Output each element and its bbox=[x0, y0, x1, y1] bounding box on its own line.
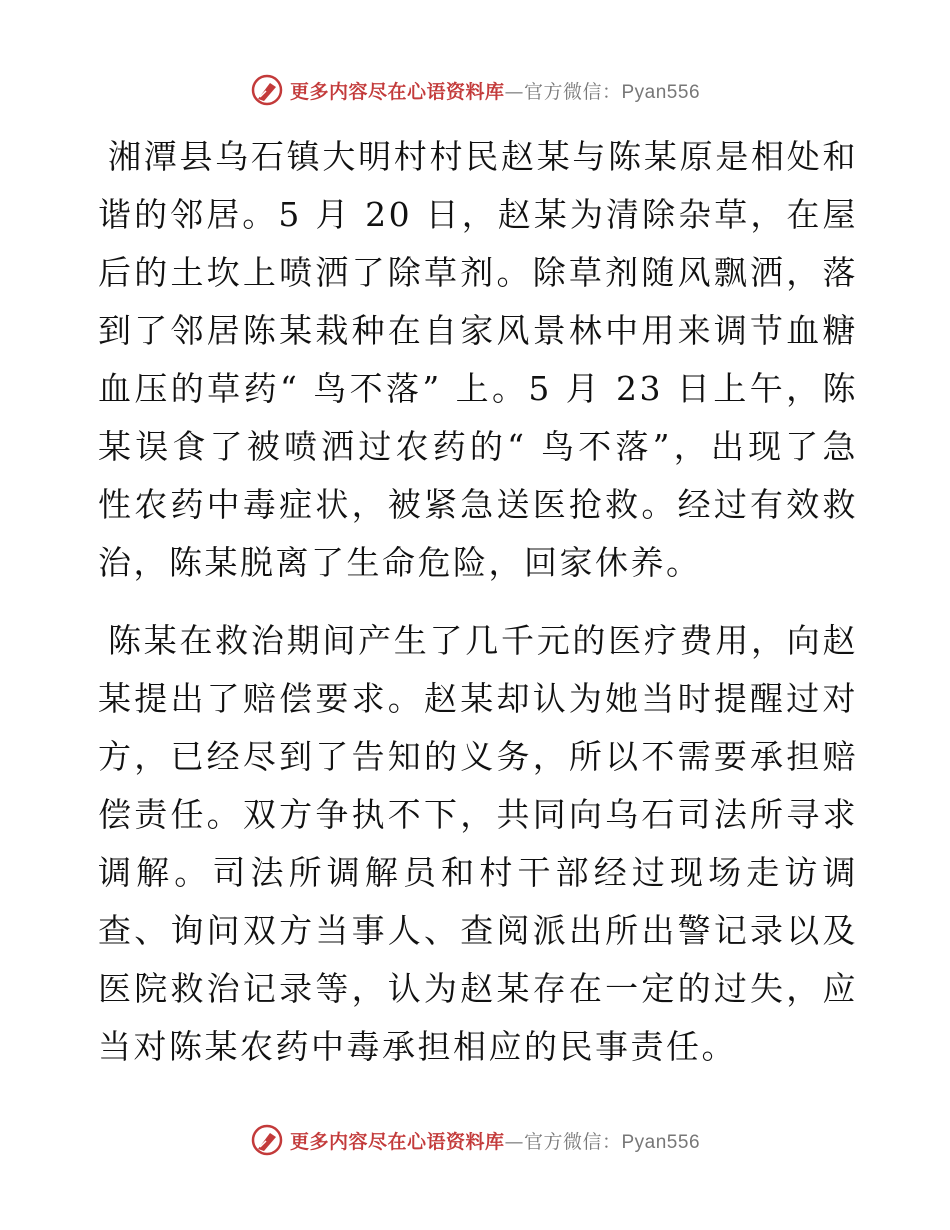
pen-nib-logo-icon bbox=[250, 1123, 284, 1157]
document-body bbox=[98, 128, 858, 1076]
banner-separator: — bbox=[504, 80, 524, 103]
paragraph-2: 陈某在救治期间产生了几千元的医疗费用，向赵某提出了赔偿要求。赵某却认为她当时提醒过对方，已经尽到了告知的义务，所以不需要承担赔偿责任。双方争执不下，共同向乌石司法所寻求调解。司法所调解员和村干部经过现场走访调查、询问双方当事人、查阅派出所出警记录以及医院救治记录等，认为赵某存在一定的过失，应当对陈某农药中毒承担相应的民事责任。 bbox=[98, 621, 858, 1066]
wechat-id: Pyan556 bbox=[621, 81, 701, 103]
wechat-id: Pyan556 bbox=[621, 1131, 701, 1153]
paragraph-1: 湘潭县乌石镇大明村村民赵某与陈某原是相处和谐的邻居。5 月 20 日，赵某为清除杂草，在屋后的土坎上喷洒了除草剂。除草剂随风飘洒，落到了邻居陈某栽种在自家风景林中用来调节血糖血压的草药“ 鸟不落” 上。5 月 23 日上午，陈某误食了被喷洒过农药的“ 鸟不落”，出现了急性农药中毒症状，被紧急送医抢救。经过有效救治，陈某脱离了生命危险，回家休养。 bbox=[98, 137, 858, 582]
site-name: 更多内容尽在心语资料库 bbox=[289, 80, 505, 103]
pen-nib-logo-icon bbox=[250, 73, 284, 107]
banner-separator: — bbox=[504, 1130, 524, 1153]
footer-banner bbox=[0, 1120, 950, 1160]
footer-banner-text bbox=[290, 1127, 700, 1154]
site-name: 更多内容尽在心语资料库 bbox=[289, 1130, 505, 1153]
wechat-label: 官方微信： bbox=[523, 80, 622, 103]
header-banner bbox=[0, 70, 950, 110]
header-banner-text bbox=[290, 77, 700, 104]
wechat-label: 官方微信： bbox=[523, 1130, 622, 1153]
